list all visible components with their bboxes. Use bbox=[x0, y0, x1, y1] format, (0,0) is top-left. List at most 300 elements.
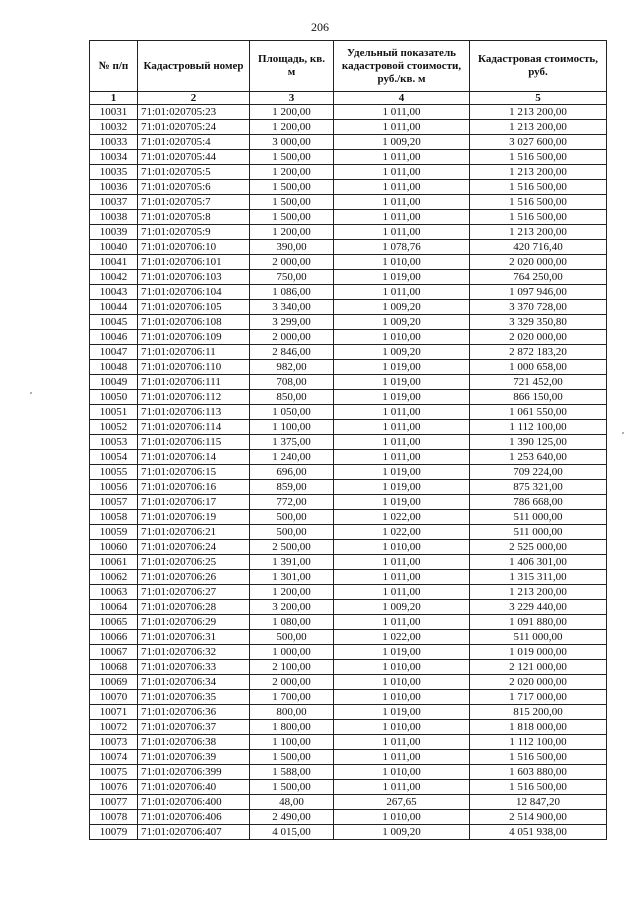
row-number: 10059 bbox=[90, 525, 138, 540]
column-number: 1 bbox=[90, 92, 138, 105]
cadastral-number: 71:01:020705:7 bbox=[138, 195, 250, 210]
unit-value: 1 011,00 bbox=[334, 105, 470, 120]
cadastral-value: 1 019 000,00 bbox=[470, 645, 607, 660]
unit-value: 1 011,00 bbox=[334, 210, 470, 225]
table-row bbox=[90, 720, 607, 735]
row-number: 10073 bbox=[90, 735, 138, 750]
cadastral-number: 71:01:020706:108 bbox=[138, 315, 250, 330]
table-row bbox=[90, 705, 607, 720]
unit-value: 1 011,00 bbox=[334, 120, 470, 135]
row-number: 10039 bbox=[90, 225, 138, 240]
row-number: 10055 bbox=[90, 465, 138, 480]
table-row bbox=[90, 465, 607, 480]
table-row bbox=[90, 540, 607, 555]
area-value: 850,00 bbox=[250, 390, 334, 405]
cadastral-number: 71:01:020706:15 bbox=[138, 465, 250, 480]
header-cadastral-number: Кадастровый номер bbox=[138, 41, 250, 92]
row-number: 10067 bbox=[90, 645, 138, 660]
unit-value: 267,65 bbox=[334, 795, 470, 810]
area-value: 1 500,00 bbox=[250, 150, 334, 165]
row-number: 10045 bbox=[90, 315, 138, 330]
unit-value: 1 010,00 bbox=[334, 540, 470, 555]
header-cadastral-value: Кадастровая стоимость, руб. bbox=[470, 41, 607, 92]
area-value: 1 100,00 bbox=[250, 735, 334, 750]
column-number: 2 bbox=[138, 92, 250, 105]
cadastral-value: 2 525 000,00 bbox=[470, 540, 607, 555]
table-row bbox=[90, 825, 607, 840]
cadastral-value: 1 717 000,00 bbox=[470, 690, 607, 705]
area-value: 500,00 bbox=[250, 525, 334, 540]
cadastral-value: 2 020 000,00 bbox=[470, 330, 607, 345]
cadastral-number: 71:01:020705:23 bbox=[138, 105, 250, 120]
table-row bbox=[90, 120, 607, 135]
table-row bbox=[90, 480, 607, 495]
area-value: 1 200,00 bbox=[250, 225, 334, 240]
unit-value: 1 010,00 bbox=[334, 675, 470, 690]
cadastral-value: 1 061 550,00 bbox=[470, 405, 607, 420]
table-row bbox=[90, 585, 607, 600]
scan-speck bbox=[622, 432, 624, 434]
cadastral-number: 71:01:020706:109 bbox=[138, 330, 250, 345]
unit-value: 1 011,00 bbox=[334, 165, 470, 180]
cadastral-value: 1 516 500,00 bbox=[470, 195, 607, 210]
area-value: 48,00 bbox=[250, 795, 334, 810]
cadastral-number: 71:01:020705:44 bbox=[138, 150, 250, 165]
cadastral-number: 71:01:020706:37 bbox=[138, 720, 250, 735]
cadastral-number: 71:01:020706:28 bbox=[138, 600, 250, 615]
row-number: 10074 bbox=[90, 750, 138, 765]
cadastral-number: 71:01:020706:38 bbox=[138, 735, 250, 750]
cadastral-number: 71:01:020706:17 bbox=[138, 495, 250, 510]
row-number: 10076 bbox=[90, 780, 138, 795]
unit-value: 1 019,00 bbox=[334, 270, 470, 285]
column-number: 5 bbox=[470, 92, 607, 105]
table-row bbox=[90, 435, 607, 450]
table-row bbox=[90, 420, 607, 435]
unit-value: 1 019,00 bbox=[334, 645, 470, 660]
cadastral-number: 71:01:020706:105 bbox=[138, 300, 250, 315]
page-number: 206 bbox=[311, 20, 329, 34]
row-number: 10056 bbox=[90, 480, 138, 495]
cadastral-number: 71:01:020706:16 bbox=[138, 480, 250, 495]
cadastral-number: 71:01:020706:34 bbox=[138, 675, 250, 690]
area-value: 1 200,00 bbox=[250, 585, 334, 600]
cadastral-number: 71:01:020706:24 bbox=[138, 540, 250, 555]
cadastral-value: 511 000,00 bbox=[470, 510, 607, 525]
table-header-row bbox=[90, 41, 607, 92]
unit-value: 1 011,00 bbox=[334, 780, 470, 795]
cadastral-number: 71:01:020706:399 bbox=[138, 765, 250, 780]
cadastral-value: 1 516 500,00 bbox=[470, 780, 607, 795]
cadastral-value: 1 213 200,00 bbox=[470, 585, 607, 600]
unit-value: 1 011,00 bbox=[334, 150, 470, 165]
table-row bbox=[90, 225, 607, 240]
row-number: 10070 bbox=[90, 690, 138, 705]
cadastral-value: 2 514 900,00 bbox=[470, 810, 607, 825]
row-number: 10062 bbox=[90, 570, 138, 585]
area-value: 859,00 bbox=[250, 480, 334, 495]
cadastral-number: 71:01:020706:14 bbox=[138, 450, 250, 465]
unit-value: 1 011,00 bbox=[334, 570, 470, 585]
cadastral-number: 71:01:020706:36 bbox=[138, 705, 250, 720]
cadastral-value: 764 250,00 bbox=[470, 270, 607, 285]
cadastral-number: 71:01:020705:8 bbox=[138, 210, 250, 225]
cadastral-number: 71:01:020706:29 bbox=[138, 615, 250, 630]
area-value: 800,00 bbox=[250, 705, 334, 720]
cadastral-number: 71:01:020705:24 bbox=[138, 120, 250, 135]
cadastral-number: 71:01:020705:4 bbox=[138, 135, 250, 150]
area-value: 1 100,00 bbox=[250, 420, 334, 435]
unit-value: 1 010,00 bbox=[334, 690, 470, 705]
unit-value: 1 009,20 bbox=[334, 600, 470, 615]
cadastral-value: 511 000,00 bbox=[470, 630, 607, 645]
cadastral-value: 815 200,00 bbox=[470, 705, 607, 720]
row-number: 10046 bbox=[90, 330, 138, 345]
area-value: 2 500,00 bbox=[250, 540, 334, 555]
cadastral-value: 3 329 350,80 bbox=[470, 315, 607, 330]
cadastral-value: 12 847,20 bbox=[470, 795, 607, 810]
area-value: 1 391,00 bbox=[250, 555, 334, 570]
table-row bbox=[90, 150, 607, 165]
row-number: 10037 bbox=[90, 195, 138, 210]
cadastral-value: 875 321,00 bbox=[470, 480, 607, 495]
unit-value: 1 019,00 bbox=[334, 375, 470, 390]
table-row bbox=[90, 450, 607, 465]
area-value: 1 086,00 bbox=[250, 285, 334, 300]
unit-value: 1 022,00 bbox=[334, 510, 470, 525]
unit-value: 1 011,00 bbox=[334, 180, 470, 195]
cadastral-value: 2 872 183,20 bbox=[470, 345, 607, 360]
row-number: 10077 bbox=[90, 795, 138, 810]
area-value: 500,00 bbox=[250, 630, 334, 645]
table-row bbox=[90, 495, 607, 510]
area-value: 1 500,00 bbox=[250, 180, 334, 195]
cadastral-value: 2 020 000,00 bbox=[470, 255, 607, 270]
table-row bbox=[90, 285, 607, 300]
area-value: 696,00 bbox=[250, 465, 334, 480]
cadastral-value: 1 000 658,00 bbox=[470, 360, 607, 375]
table-row bbox=[90, 315, 607, 330]
cadastral-number: 71:01:020706:33 bbox=[138, 660, 250, 675]
area-value: 1 700,00 bbox=[250, 690, 334, 705]
unit-value: 1 011,00 bbox=[334, 420, 470, 435]
cadastral-value: 1 603 880,00 bbox=[470, 765, 607, 780]
row-number: 10032 bbox=[90, 120, 138, 135]
area-value: 2 100,00 bbox=[250, 660, 334, 675]
row-number: 10033 bbox=[90, 135, 138, 150]
table-row bbox=[90, 210, 607, 225]
table-row bbox=[90, 555, 607, 570]
cadastral-value: 1 516 500,00 bbox=[470, 150, 607, 165]
row-number: 10054 bbox=[90, 450, 138, 465]
unit-value: 1 011,00 bbox=[334, 450, 470, 465]
table-row bbox=[90, 255, 607, 270]
table-row bbox=[90, 810, 607, 825]
cadastral-number: 71:01:020706:400 bbox=[138, 795, 250, 810]
cadastral-value: 1 213 200,00 bbox=[470, 225, 607, 240]
unit-value: 1 011,00 bbox=[334, 585, 470, 600]
area-value: 1 800,00 bbox=[250, 720, 334, 735]
unit-value: 1 011,00 bbox=[334, 615, 470, 630]
area-value: 750,00 bbox=[250, 270, 334, 285]
area-value: 772,00 bbox=[250, 495, 334, 510]
cadastral-value: 1 097 946,00 bbox=[470, 285, 607, 300]
unit-value: 1 019,00 bbox=[334, 705, 470, 720]
row-number: 10048 bbox=[90, 360, 138, 375]
table-row bbox=[90, 780, 607, 795]
column-number-row bbox=[90, 92, 607, 105]
cadastral-value: 786 668,00 bbox=[470, 495, 607, 510]
table-row bbox=[90, 525, 607, 540]
row-number: 10072 bbox=[90, 720, 138, 735]
table-row bbox=[90, 390, 607, 405]
table-row bbox=[90, 195, 607, 210]
cadastral-number: 71:01:020706:27 bbox=[138, 585, 250, 600]
table-row bbox=[90, 330, 607, 345]
table-row bbox=[90, 300, 607, 315]
table-row bbox=[90, 795, 607, 810]
row-number: 10040 bbox=[90, 240, 138, 255]
table-row bbox=[90, 660, 607, 675]
cadastral-value-table bbox=[89, 40, 607, 840]
area-value: 982,00 bbox=[250, 360, 334, 375]
cadastral-value: 1 091 880,00 bbox=[470, 615, 607, 630]
area-value: 3 000,00 bbox=[250, 135, 334, 150]
row-number: 10042 bbox=[90, 270, 138, 285]
cadastral-number: 71:01:020706:40 bbox=[138, 780, 250, 795]
table-row bbox=[90, 360, 607, 375]
cadastral-number: 71:01:020706:112 bbox=[138, 390, 250, 405]
cadastral-value: 1 406 301,00 bbox=[470, 555, 607, 570]
cadastral-number: 71:01:020706:31 bbox=[138, 630, 250, 645]
row-number: 10043 bbox=[90, 285, 138, 300]
unit-value: 1 009,20 bbox=[334, 135, 470, 150]
table-row bbox=[90, 600, 607, 615]
row-number: 10078 bbox=[90, 810, 138, 825]
cadastral-number: 71:01:020706:114 bbox=[138, 420, 250, 435]
row-number: 10058 bbox=[90, 510, 138, 525]
area-value: 1 500,00 bbox=[250, 750, 334, 765]
row-number: 10061 bbox=[90, 555, 138, 570]
cadastral-number: 71:01:020706:104 bbox=[138, 285, 250, 300]
area-value: 1 050,00 bbox=[250, 405, 334, 420]
row-number: 10079 bbox=[90, 825, 138, 840]
cadastral-value: 3 229 440,00 bbox=[470, 600, 607, 615]
area-value: 1 588,00 bbox=[250, 765, 334, 780]
row-number: 10050 bbox=[90, 390, 138, 405]
header-unit-value: Удельный показатель кадастровой стоимости, руб./кв. м bbox=[334, 41, 470, 92]
cadastral-value: 2 121 000,00 bbox=[470, 660, 607, 675]
table-row bbox=[90, 345, 607, 360]
table-row bbox=[90, 240, 607, 255]
area-value: 1 200,00 bbox=[250, 120, 334, 135]
table-row bbox=[90, 675, 607, 690]
area-value: 4 015,00 bbox=[250, 825, 334, 840]
row-number: 10060 bbox=[90, 540, 138, 555]
cadastral-number: 71:01:020706:11 bbox=[138, 345, 250, 360]
area-value: 1 000,00 bbox=[250, 645, 334, 660]
row-number: 10035 bbox=[90, 165, 138, 180]
cadastral-value: 3 027 600,00 bbox=[470, 135, 607, 150]
cadastral-number: 71:01:020706:39 bbox=[138, 750, 250, 765]
cadastral-value: 709 224,00 bbox=[470, 465, 607, 480]
unit-value: 1 011,00 bbox=[334, 225, 470, 240]
row-number: 10064 bbox=[90, 600, 138, 615]
row-number: 10068 bbox=[90, 660, 138, 675]
area-value: 2 000,00 bbox=[250, 255, 334, 270]
row-number: 10036 bbox=[90, 180, 138, 195]
cadastral-value: 1 516 500,00 bbox=[470, 210, 607, 225]
unit-value: 1 022,00 bbox=[334, 630, 470, 645]
unit-value: 1 010,00 bbox=[334, 720, 470, 735]
cadastral-value: 4 051 938,00 bbox=[470, 825, 607, 840]
cadastral-number: 71:01:020706:115 bbox=[138, 435, 250, 450]
unit-value: 1 010,00 bbox=[334, 330, 470, 345]
row-number: 10038 bbox=[90, 210, 138, 225]
row-number: 10034 bbox=[90, 150, 138, 165]
unit-value: 1 011,00 bbox=[334, 285, 470, 300]
cadastral-value: 1 112 100,00 bbox=[470, 735, 607, 750]
area-value: 1 240,00 bbox=[250, 450, 334, 465]
cadastral-number: 71:01:020706:10 bbox=[138, 240, 250, 255]
cadastral-number: 71:01:020706:110 bbox=[138, 360, 250, 375]
area-value: 1 080,00 bbox=[250, 615, 334, 630]
table-row bbox=[90, 180, 607, 195]
table-row bbox=[90, 270, 607, 285]
cadastral-value: 1 112 100,00 bbox=[470, 420, 607, 435]
row-number: 10041 bbox=[90, 255, 138, 270]
unit-value: 1 009,20 bbox=[334, 315, 470, 330]
area-value: 2 000,00 bbox=[250, 675, 334, 690]
row-number: 10052 bbox=[90, 420, 138, 435]
unit-value: 1 011,00 bbox=[334, 735, 470, 750]
cadastral-number: 71:01:020706:111 bbox=[138, 375, 250, 390]
cadastral-number: 71:01:020706:32 bbox=[138, 645, 250, 660]
cadastral-value: 1 213 200,00 bbox=[470, 120, 607, 135]
area-value: 1 375,00 bbox=[250, 435, 334, 450]
area-value: 1 200,00 bbox=[250, 165, 334, 180]
table-row bbox=[90, 165, 607, 180]
area-value: 390,00 bbox=[250, 240, 334, 255]
unit-value: 1 011,00 bbox=[334, 750, 470, 765]
area-value: 3 200,00 bbox=[250, 600, 334, 615]
table-row bbox=[90, 375, 607, 390]
row-number: 10047 bbox=[90, 345, 138, 360]
cadastral-number: 71:01:020706:21 bbox=[138, 525, 250, 540]
unit-value: 1 010,00 bbox=[334, 660, 470, 675]
row-number: 10049 bbox=[90, 375, 138, 390]
cadastral-value: 1 253 640,00 bbox=[470, 450, 607, 465]
cadastral-value: 1 315 311,00 bbox=[470, 570, 607, 585]
table-row bbox=[90, 135, 607, 150]
area-value: 3 299,00 bbox=[250, 315, 334, 330]
row-number: 10063 bbox=[90, 585, 138, 600]
cadastral-value: 866 150,00 bbox=[470, 390, 607, 405]
unit-value: 1 009,20 bbox=[334, 300, 470, 315]
cadastral-number: 71:01:020706:101 bbox=[138, 255, 250, 270]
cadastral-number: 71:01:020706:113 bbox=[138, 405, 250, 420]
row-number: 10051 bbox=[90, 405, 138, 420]
table-row bbox=[90, 690, 607, 705]
row-number: 10066 bbox=[90, 630, 138, 645]
cadastral-value: 1 516 500,00 bbox=[470, 180, 607, 195]
cadastral-number: 71:01:020706:35 bbox=[138, 690, 250, 705]
area-value: 1 301,00 bbox=[250, 570, 334, 585]
area-value: 2 846,00 bbox=[250, 345, 334, 360]
area-value: 1 500,00 bbox=[250, 195, 334, 210]
cadastral-number: 71:01:020706:19 bbox=[138, 510, 250, 525]
table-row bbox=[90, 630, 607, 645]
row-number: 10071 bbox=[90, 705, 138, 720]
table-row bbox=[90, 735, 607, 750]
cadastral-value: 511 000,00 bbox=[470, 525, 607, 540]
cadastral-number: 71:01:020706:103 bbox=[138, 270, 250, 285]
cadastral-value: 2 020 000,00 bbox=[470, 675, 607, 690]
area-value: 2 490,00 bbox=[250, 810, 334, 825]
area-value: 1 200,00 bbox=[250, 105, 334, 120]
column-number: 3 bbox=[250, 92, 334, 105]
area-value: 1 500,00 bbox=[250, 210, 334, 225]
cadastral-value: 1 516 500,00 bbox=[470, 750, 607, 765]
cadastral-number: 71:01:020706:407 bbox=[138, 825, 250, 840]
unit-value: 1 009,20 bbox=[334, 345, 470, 360]
area-value: 708,00 bbox=[250, 375, 334, 390]
unit-value: 1 019,00 bbox=[334, 360, 470, 375]
unit-value: 1 011,00 bbox=[334, 435, 470, 450]
unit-value: 1 019,00 bbox=[334, 495, 470, 510]
cadastral-value: 3 370 728,00 bbox=[470, 300, 607, 315]
table-row bbox=[90, 405, 607, 420]
table-row bbox=[90, 105, 607, 120]
cadastral-value: 1 818 000,00 bbox=[470, 720, 607, 735]
table-row bbox=[90, 510, 607, 525]
unit-value: 1 019,00 bbox=[334, 480, 470, 495]
unit-value: 1 078,76 bbox=[334, 240, 470, 255]
row-number: 10065 bbox=[90, 615, 138, 630]
unit-value: 1 011,00 bbox=[334, 195, 470, 210]
header-row-number: № п/п bbox=[90, 41, 138, 92]
table-row bbox=[90, 570, 607, 585]
cadastral-value: 420 716,40 bbox=[470, 240, 607, 255]
unit-value: 1 010,00 bbox=[334, 765, 470, 780]
unit-value: 1 019,00 bbox=[334, 465, 470, 480]
header-area: Площадь, кв. м bbox=[250, 41, 334, 92]
table-row bbox=[90, 765, 607, 780]
cadastral-number: 71:01:020705:9 bbox=[138, 225, 250, 240]
table-row bbox=[90, 750, 607, 765]
table-row bbox=[90, 645, 607, 660]
area-value: 1 500,00 bbox=[250, 780, 334, 795]
cadastral-number: 71:01:020705:6 bbox=[138, 180, 250, 195]
area-value: 500,00 bbox=[250, 510, 334, 525]
row-number: 10057 bbox=[90, 495, 138, 510]
row-number: 10053 bbox=[90, 435, 138, 450]
column-number: 4 bbox=[334, 92, 470, 105]
cadastral-number: 71:01:020706:406 bbox=[138, 810, 250, 825]
unit-value: 1 010,00 bbox=[334, 255, 470, 270]
unit-value: 1 022,00 bbox=[334, 525, 470, 540]
cadastral-number: 71:01:020705:5 bbox=[138, 165, 250, 180]
unit-value: 1 011,00 bbox=[334, 555, 470, 570]
cadastral-value: 721 452,00 bbox=[470, 375, 607, 390]
unit-value: 1 009,20 bbox=[334, 825, 470, 840]
table-row bbox=[90, 615, 607, 630]
area-value: 2 000,00 bbox=[250, 330, 334, 345]
area-value: 3 340,00 bbox=[250, 300, 334, 315]
cadastral-number: 71:01:020706:25 bbox=[138, 555, 250, 570]
cadastral-value: 1 390 125,00 bbox=[470, 435, 607, 450]
row-number: 10044 bbox=[90, 300, 138, 315]
